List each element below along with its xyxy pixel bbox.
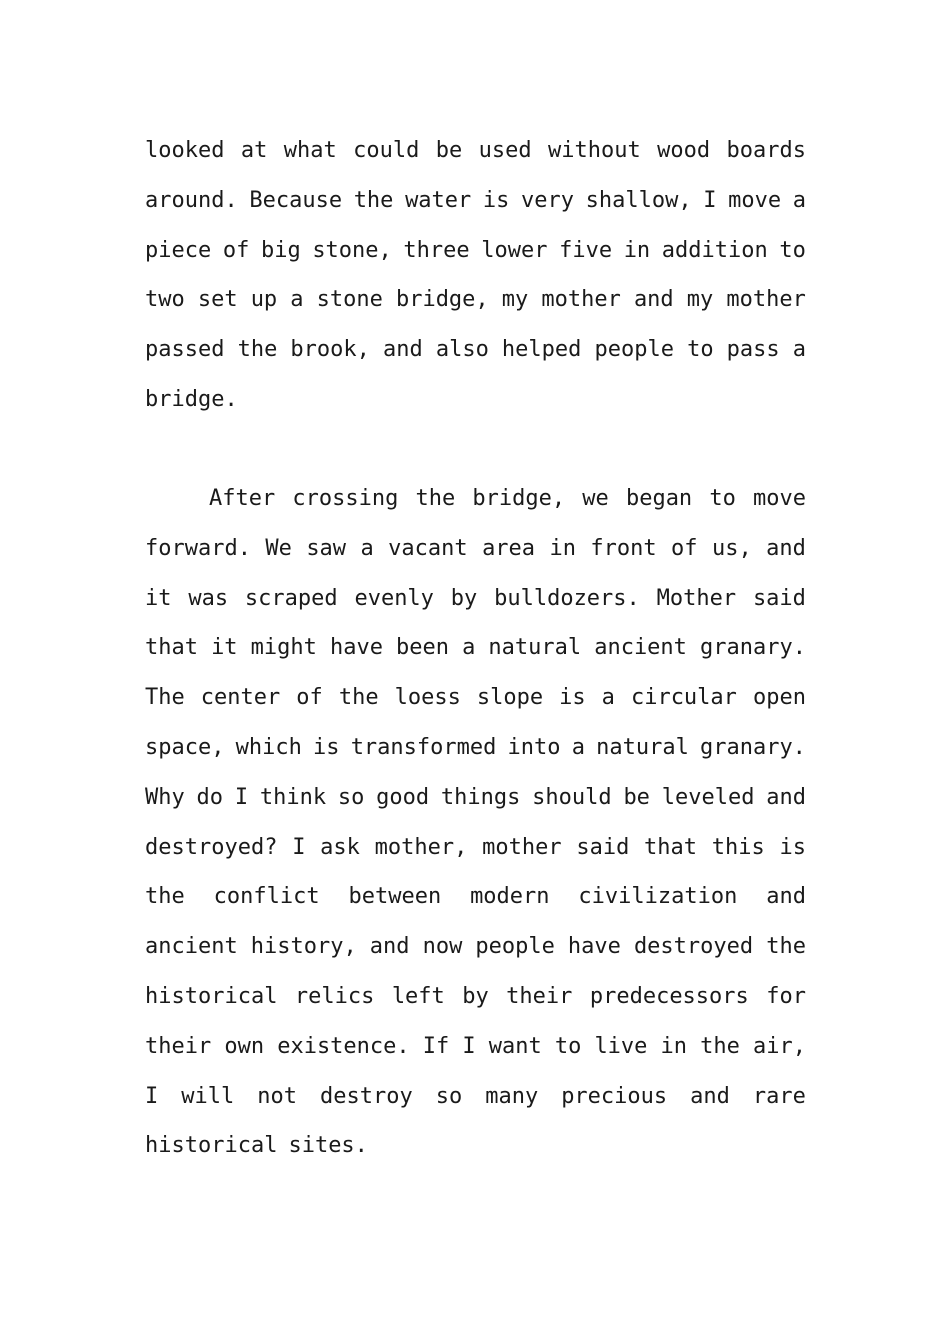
word: evenly xyxy=(354,585,434,611)
word: I xyxy=(462,1033,476,1059)
word: modern xyxy=(470,884,550,910)
word: it xyxy=(211,635,238,661)
text-line xyxy=(145,524,806,574)
word: mother xyxy=(541,287,621,313)
word: If xyxy=(422,1033,450,1059)
word: be xyxy=(623,784,650,810)
text-line xyxy=(145,226,806,276)
word: The xyxy=(145,685,185,711)
word: in xyxy=(549,535,576,561)
word: live xyxy=(594,1033,648,1059)
word: set xyxy=(197,287,238,313)
word: is xyxy=(559,685,586,711)
word: left xyxy=(391,983,445,1009)
word: boards xyxy=(726,138,806,163)
word: bridge, xyxy=(472,486,566,511)
word: to xyxy=(709,486,736,511)
word: good xyxy=(376,784,430,810)
word: wood xyxy=(657,138,711,163)
word: and xyxy=(369,934,410,960)
word: the xyxy=(237,337,278,363)
word: people xyxy=(475,934,555,960)
word: leveled xyxy=(661,784,755,810)
word: things xyxy=(440,784,521,810)
word: big xyxy=(260,237,301,263)
word: so xyxy=(435,1083,463,1109)
word: the xyxy=(700,1033,740,1059)
word: have xyxy=(567,934,621,960)
word: destroyed? xyxy=(145,834,278,860)
word: slope xyxy=(476,685,544,711)
word: people xyxy=(594,337,674,363)
word: vacant xyxy=(388,535,468,561)
word: mother xyxy=(726,287,806,313)
word: rare xyxy=(752,1083,806,1109)
word: addition xyxy=(661,237,768,263)
word: at xyxy=(240,138,268,163)
word: loess xyxy=(394,685,461,711)
text-line xyxy=(145,773,806,823)
word: this xyxy=(711,834,765,860)
word: us, xyxy=(711,535,752,561)
word: transformed xyxy=(350,734,497,760)
word: move xyxy=(728,187,782,213)
word: in xyxy=(660,1033,688,1059)
word: for xyxy=(766,983,806,1009)
word: five xyxy=(559,237,613,263)
word: granary. xyxy=(699,734,806,760)
word: up xyxy=(250,287,278,313)
word: into xyxy=(507,734,561,760)
word: which xyxy=(235,734,302,760)
word: many xyxy=(485,1083,539,1109)
word: brook, xyxy=(290,337,370,363)
word: natural xyxy=(596,734,689,760)
word: saw xyxy=(306,535,347,561)
word: said xyxy=(576,834,630,860)
word: of xyxy=(296,685,323,711)
word: existence. xyxy=(277,1033,410,1059)
word: very xyxy=(521,187,575,213)
word: precious xyxy=(561,1083,668,1109)
word: crossing xyxy=(292,486,399,511)
word: my xyxy=(501,287,529,313)
word: is xyxy=(482,187,510,213)
word: two xyxy=(145,287,185,313)
text-line xyxy=(145,574,806,624)
word: be xyxy=(435,138,463,163)
word: I xyxy=(145,1083,159,1109)
word: is xyxy=(313,734,340,760)
word: a xyxy=(290,287,304,313)
word: We xyxy=(265,535,292,561)
word: scraped xyxy=(244,585,338,611)
word: been xyxy=(396,635,449,661)
word: and xyxy=(690,1083,730,1109)
word: piece xyxy=(145,237,212,263)
word: passed xyxy=(145,337,225,363)
word: looked xyxy=(145,138,225,163)
word: After xyxy=(209,486,276,511)
word: and xyxy=(383,337,423,363)
text-line xyxy=(145,922,806,972)
word: and xyxy=(766,884,806,910)
word: center xyxy=(200,685,281,711)
word: stone xyxy=(316,287,383,313)
word: Because xyxy=(249,187,343,213)
word: is xyxy=(779,834,806,860)
word: a xyxy=(792,187,806,213)
paragraph-2 xyxy=(145,474,806,1171)
text-line xyxy=(145,474,806,524)
word: space, xyxy=(145,734,225,760)
word: their xyxy=(506,983,573,1009)
word: a xyxy=(360,535,374,561)
word: I xyxy=(703,187,717,213)
word: natural xyxy=(488,635,582,661)
word: the xyxy=(766,934,806,960)
word: the xyxy=(415,486,456,511)
word: also xyxy=(435,337,489,363)
word: historical xyxy=(145,1133,278,1159)
word: shallow, xyxy=(585,187,692,213)
word: will xyxy=(181,1083,235,1109)
word: and xyxy=(633,287,674,313)
word: that xyxy=(145,635,198,661)
text-line xyxy=(145,275,806,325)
word: open xyxy=(752,685,806,711)
word: without xyxy=(548,138,641,163)
word: so xyxy=(337,784,365,810)
word: a xyxy=(571,734,585,760)
text-line xyxy=(145,325,806,375)
word: bridge. xyxy=(145,386,238,412)
word: that xyxy=(644,834,698,860)
word: it xyxy=(145,585,172,611)
word: and xyxy=(766,784,806,810)
word: do xyxy=(196,784,224,810)
word: relics xyxy=(294,983,375,1009)
word: what xyxy=(283,138,337,163)
word: have xyxy=(329,635,383,661)
word: began xyxy=(625,486,693,511)
word: sites. xyxy=(288,1133,368,1159)
word: ancient xyxy=(594,635,687,661)
text-line xyxy=(145,673,806,723)
word: to xyxy=(687,337,714,363)
word: the xyxy=(145,884,185,910)
word: mother, xyxy=(374,834,468,860)
text-line xyxy=(145,723,806,773)
word: forward. xyxy=(145,535,251,561)
text-line xyxy=(145,1121,806,1171)
word: conflict xyxy=(213,884,320,910)
word: around. xyxy=(145,187,238,213)
word: a xyxy=(601,685,615,711)
word: lower xyxy=(481,237,548,263)
word: history, xyxy=(250,934,357,960)
word: the xyxy=(353,187,394,213)
word: of xyxy=(671,535,698,561)
word: their xyxy=(145,1033,212,1059)
word: destroy xyxy=(319,1083,413,1109)
word: in xyxy=(623,237,651,263)
word: and xyxy=(766,535,806,561)
word: air, xyxy=(753,1033,806,1059)
word: stone, xyxy=(312,237,392,263)
word: pass xyxy=(726,337,780,363)
word: own xyxy=(224,1033,265,1059)
word: ancient xyxy=(145,934,238,960)
word: area xyxy=(482,535,536,561)
word: helped xyxy=(501,337,582,363)
word: bridge, xyxy=(395,287,489,313)
paragraph-1 xyxy=(145,126,806,425)
text-line xyxy=(145,1072,806,1122)
word: front xyxy=(590,535,657,561)
word: should xyxy=(532,784,612,810)
word: I xyxy=(234,784,249,810)
word: predecessors xyxy=(589,983,749,1009)
word: between xyxy=(348,884,442,910)
word: might xyxy=(250,635,317,661)
word: granary. xyxy=(700,635,806,661)
word: mother xyxy=(482,834,562,860)
word: to xyxy=(554,1033,582,1059)
word: civilization xyxy=(578,884,738,910)
word: water xyxy=(405,187,472,213)
word: want xyxy=(488,1033,542,1059)
word: was xyxy=(188,585,229,611)
word: now xyxy=(422,934,463,960)
word: by xyxy=(462,983,489,1009)
word: think xyxy=(259,784,327,810)
word: by xyxy=(450,585,478,611)
text-line xyxy=(145,623,806,673)
word: destroyed xyxy=(633,934,754,960)
word: ask xyxy=(320,834,360,860)
word: said xyxy=(752,585,806,611)
word: my xyxy=(686,287,714,313)
word: bulldozers. xyxy=(494,585,640,611)
word: Mother xyxy=(656,585,737,611)
word: Why xyxy=(145,784,185,810)
word: three xyxy=(403,237,470,263)
word: could xyxy=(353,138,420,163)
word: used xyxy=(478,138,532,163)
text-line xyxy=(145,176,806,226)
word: a xyxy=(792,337,806,363)
word: we xyxy=(582,486,609,511)
text-line xyxy=(145,972,806,1022)
text-line xyxy=(145,375,806,425)
word: not xyxy=(257,1083,297,1109)
text-line xyxy=(145,823,806,873)
word: the xyxy=(338,685,379,711)
word: move xyxy=(753,486,806,511)
word: historical xyxy=(145,983,278,1009)
text-line xyxy=(145,872,806,922)
word: circular xyxy=(630,685,737,711)
text-line xyxy=(145,1022,806,1072)
word: I xyxy=(292,834,306,860)
word: a xyxy=(462,635,476,661)
word: to xyxy=(779,237,806,263)
text-line xyxy=(145,126,806,176)
word: of xyxy=(222,237,250,263)
